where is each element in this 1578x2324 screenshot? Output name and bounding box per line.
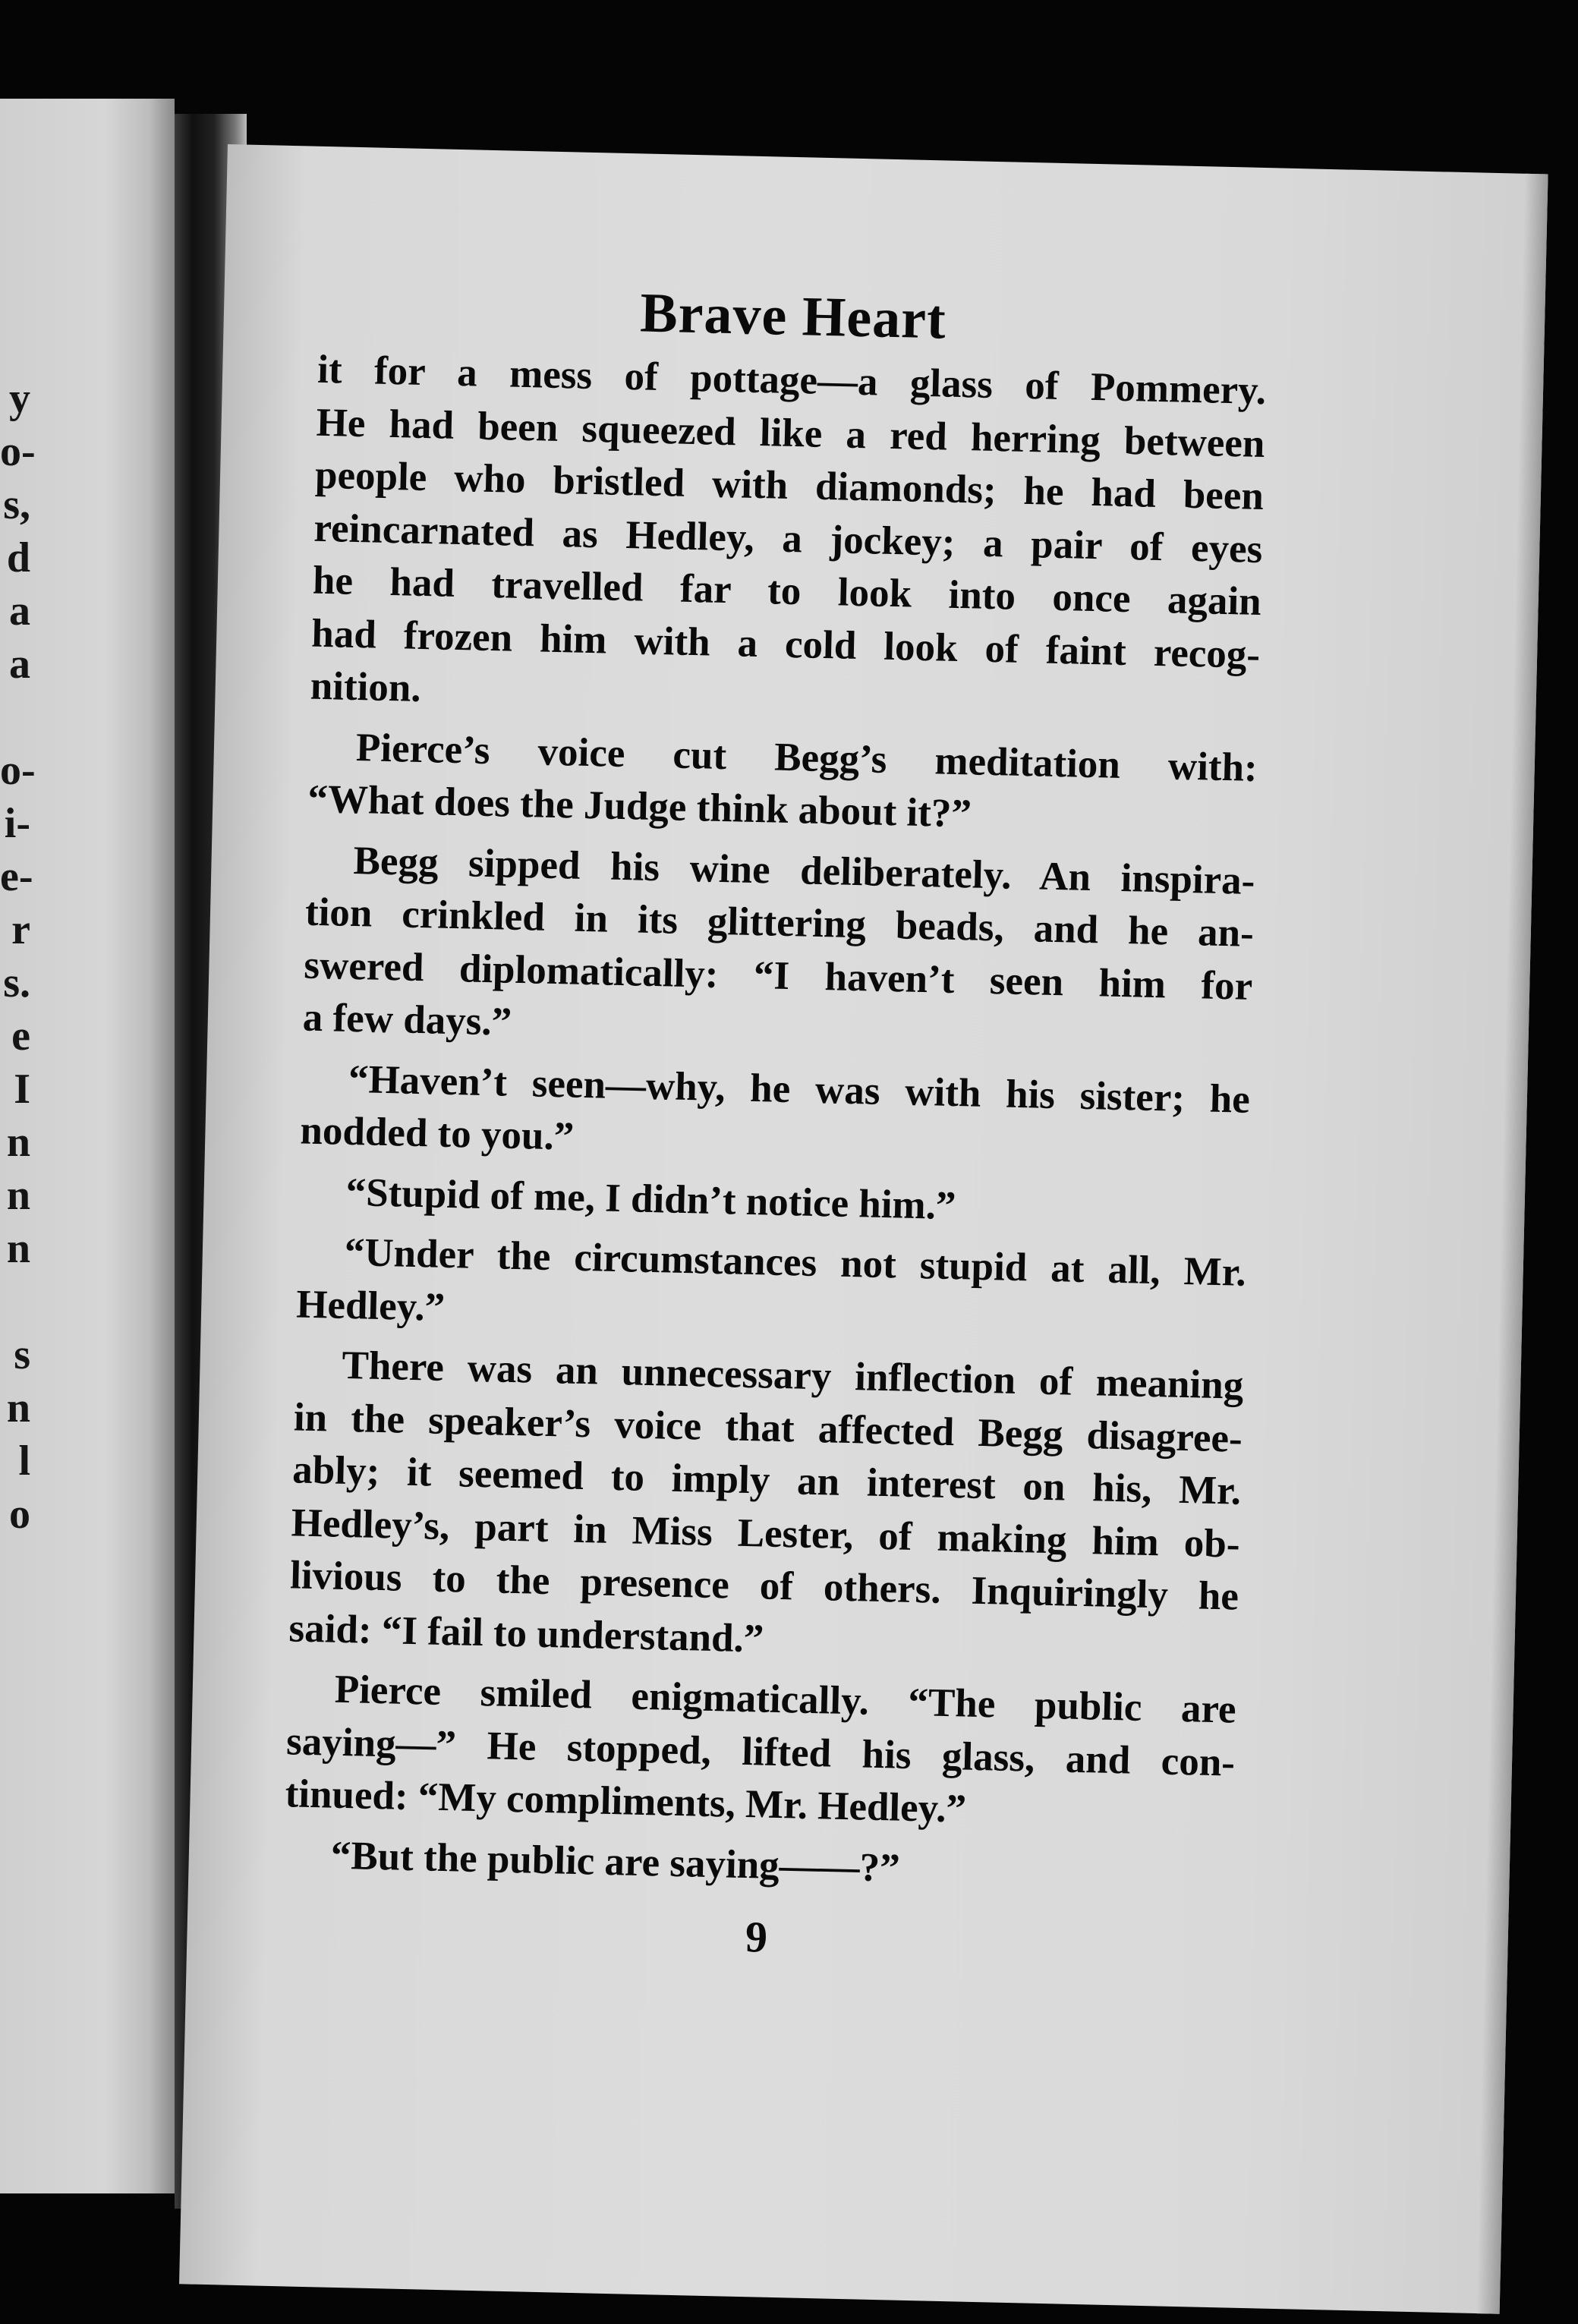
page-number: 9 (745, 1912, 768, 1962)
running-head: Brave Heart (639, 282, 947, 351)
text-line: Hedley’s, part in Miss Lester, of making him ob- (291, 1500, 1241, 1567)
text-line: “But the public are saying——?” (330, 1833, 901, 1891)
text-line: “What does the Judge think about it?” (307, 776, 972, 836)
book-page (179, 144, 1548, 2314)
page-edge-shadow (1477, 174, 1548, 2314)
text-line: “Stupid of me, I didn’t notice him.” (345, 1170, 957, 1228)
text-line: ably; it seemed to imply an interest on his, Mr. (291, 1447, 1242, 1513)
text-line: saying—” He stopped, lifted his glass, and con- (285, 1718, 1236, 1785)
paragraph (302, 833, 1255, 1066)
text-line: livious to the presence of others. Inquiringly he (289, 1553, 1239, 1619)
left-fragment: l (18, 1438, 30, 1485)
left-fragment: d (6, 534, 30, 581)
text-line: had frozen him with a cold look of faint recog- (310, 611, 1261, 677)
text-line: it for a mess of pottage—a glass of Pommery. (317, 347, 1267, 414)
text-line: in the speaker’s voice that affected Begg disagree- (293, 1394, 1243, 1461)
paragraph (296, 1225, 1247, 1352)
text-line: said: “I fail to understand.” (288, 1605, 764, 1661)
text-line: “Haven’t seen—why, he was with his sister; he (348, 1057, 1251, 1122)
text-line: He had been squeezed like a red herring between (316, 400, 1266, 466)
text-line: nodded to you.” (299, 1108, 575, 1159)
text-line: “Under the circumstances not stupid at all, Mr. (344, 1230, 1247, 1295)
text-line: tion crinkled in its glittering beads, and he an- (304, 890, 1255, 956)
left-fragment: e- (0, 853, 33, 900)
left-fragment: e (11, 1012, 30, 1060)
left-fragment: n (6, 1225, 30, 1272)
left-page-edge (0, 99, 175, 2193)
text-line: tinued: “My compliments, Mr. Hedley.” (285, 1771, 967, 1831)
text-line: Begg sipped his wine deliberately. An inspira- (352, 838, 1255, 903)
left-fragment: n (6, 1384, 30, 1431)
paragraph (300, 1052, 1251, 1179)
text-line: Pierce’s voice cut Begg’s meditation with: (355, 725, 1258, 790)
text-line: swered diplomatically: “I haven’t seen him for (303, 943, 1253, 1009)
left-fragment: y (9, 375, 30, 422)
left-fragment: n (6, 1172, 30, 1219)
left-fragment: a (9, 641, 30, 688)
text-line: There was an unnecessary inflection of meaning (341, 1343, 1244, 1408)
text-line: reincarnated as Hedley, a jockey; a pair of eyes (313, 505, 1263, 572)
left-fragment: n (6, 1119, 30, 1166)
left-fragment: s, (3, 481, 30, 528)
text-line: he had travelled far to look into once again (312, 558, 1262, 625)
page-content (282, 268, 1268, 1979)
paragraph (307, 720, 1258, 847)
paragraph (310, 344, 1267, 735)
left-page-text-fragments (0, 372, 36, 1541)
text-line: Pierce smiled enigmatically. “The public are (334, 1667, 1237, 1732)
left-fragment: o (9, 1491, 30, 1538)
left-fragment: o- (0, 428, 36, 475)
paragraph (285, 1662, 1236, 1842)
left-fragment (0, 691, 30, 744)
left-fragment: s (14, 1331, 30, 1378)
body-text (283, 344, 1267, 1903)
left-fragment: r (11, 906, 30, 953)
left-fragment: I (14, 1066, 30, 1113)
left-fragment: s. (3, 959, 30, 1006)
text-line: people who bristled with diamonds; he had been (314, 452, 1265, 519)
text-line: Hedley.” (295, 1281, 446, 1330)
left-fragment: a (9, 587, 30, 635)
left-fragment (0, 1275, 30, 1328)
left-fragment: i- (4, 800, 30, 847)
left-fragment: o- (0, 747, 36, 794)
text-line: a few days.” (302, 995, 512, 1044)
text-line: nition. (310, 663, 422, 710)
paragraph (288, 1338, 1244, 1676)
